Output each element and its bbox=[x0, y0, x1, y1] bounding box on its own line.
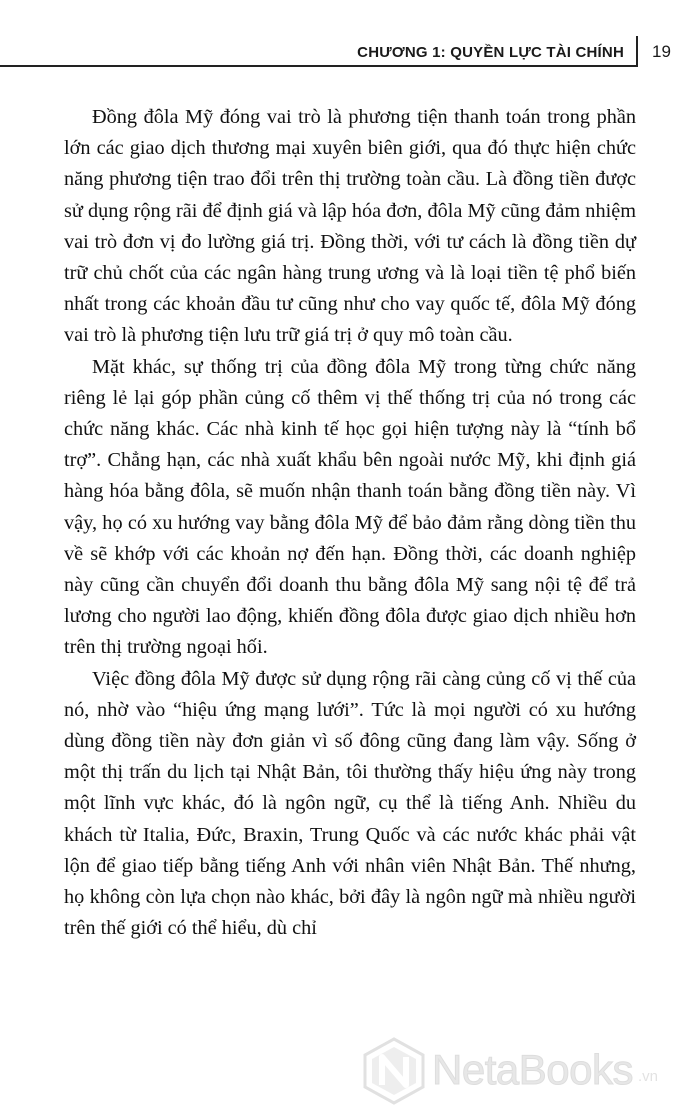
netabooks-watermark bbox=[360, 1028, 690, 1110]
page-number: 19 bbox=[652, 42, 671, 61]
body-text bbox=[64, 102, 636, 944]
running-header bbox=[0, 36, 700, 76]
paragraph-3: Việc đồng đôla Mỹ được sử dụng rộng rãi càng củng cố vị thế của nó, nhờ vào “hiệu ứng mạng lưới”. Tức là mọi người có xu hướng dùng đồng tiền này đơn giản vì số đông cũng đang làm vậy. Sống ở một thị trấn du lịch tại Nhật Bản, tôi thường thấy hiệu ứng này trong một lĩnh vực khác, đó là ngôn ngữ, cụ thể là tiếng Anh. Nhiều du khách từ Italia, Đức, Braxin, Trung Quốc và các nước khác phải vật lộn để giao tiếp bằng tiếng Anh với nhân viên Nhật Bản. Thế nhưng, họ không còn lựa chọn nào khác, bởi đây là ngôn ngữ mà nhiều người trên thế giới có thể hiểu, dù chỉ bbox=[64, 667, 636, 940]
chapter-title: CHƯƠNG 1: QUYỀN LỰC TÀI CHÍNH bbox=[357, 44, 624, 61]
header-divider bbox=[636, 36, 638, 67]
watermark-domain: .vn bbox=[638, 1068, 659, 1085]
header-rule bbox=[0, 65, 636, 67]
paragraph-1: Đồng đôla Mỹ đóng vai trò là phương tiện thanh toán trong phần lớn các giao dịch thương mại xuyên biên giới, qua đó thực hiện chức năng phương tiện trao đổi trên thị trường toàn cầu. Là đồng tiền được sử dụng rộng rãi để định giá và lập hóa đơn, đôla Mỹ cũng đảm nhiệm vai trò đơn vị đo lường giá trị. Đồng thời, với tư cách là đồng tiền dự trữ chủ chốt của các ngân hàng trung ương và là loại tiền tệ phổ biến nhất trong các khoản đầu tư cũng như cho vay quốc tế, đôla Mỹ đóng vai trò là phương tiện lưu trữ giá trị ở quy mô toàn cầu. bbox=[64, 106, 636, 347]
netabooks-logo-icon bbox=[360, 1036, 428, 1106]
watermark-brand: NetaBooks bbox=[432, 1046, 633, 1093]
paragraph-2: Mặt khác, sự thống trị của đồng đôla Mỹ trong từng chức năng riêng lẻ lại góp phần củng cố thêm vị thế thống trị của nó trong các chức năng khác. Các nhà kinh tế học gọi hiện tượng này là “tính bổ trợ”. Chẳng hạn, các nhà xuất khẩu bên ngoài nước Mỹ, khi định giá hàng hóa bằng đôla, sẽ muốn nhận thanh toán bằng đồng tiền này. Vì vậy, họ có xu hướng vay bằng đôla Mỹ để bảo đảm rằng dòng tiền thu về sẽ khớp với các khoản nợ đến hạn. Đồng thời, các doanh nghiệp này cũng cần chuyển đổi doanh thu bằng đôla Mỹ sang nội tệ để trả lương cho người lao động, khiến đồng đôla được giao dịch nhiều hơn trên thị trường ngoại hối. bbox=[64, 355, 636, 659]
